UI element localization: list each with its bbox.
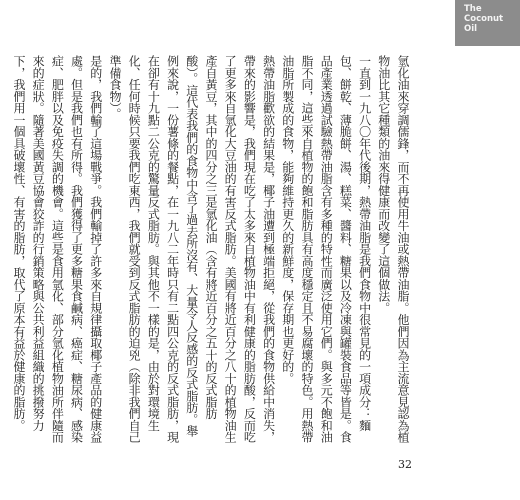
book-title-line: The bbox=[464, 4, 482, 14]
paragraph-2: 一直到一九八〇年代後期，熱帶油脂是我們食物中很常見的一項成分：麵包、餅乾、薄脆餅、湯、糕菜、醬料、糖果以及冷凍與罐裝食品等皆是。食品產業透過試驗熱帶油脂含有多種的特性而廣泛使用它們。與多元不飽和油脂不同，這些來自植物的飽和脂肪具有高度穩定且不易腐壞的特色。用熱帶油脂所製成的食物，能夠維持更久的新鮮度，保存期也更好的。 bbox=[280, 55, 372, 443]
paragraph-4: 是的，我們輸了這場戰爭。我們輸掉了許多來自規律攝取椰子產品的健康益處。但是我們也有所得。我們獲得了更多糖果食鹹病、癌症、糖尿病、感染症、肥胖以及免疫失調的機會。這些是食用氫化、部分氫化植物油所伴隨而來的症狀。隨著美國黃豆協會狡詐的行銷策略與公共利益組織的挑撥努力下，我們用一個具破壞性、有害的脂肪，取代了原本有益於健康的脂肪。 bbox=[11, 55, 103, 443]
page-number: 32 bbox=[398, 458, 412, 471]
book-title-line: Coconut bbox=[464, 14, 504, 24]
book-title-tab bbox=[455, 0, 520, 46]
paragraph-3: 熱帶油脂歡欲的結果是，椰子油遭到極端拒絕，從我們的食物供給中消失，帶來的影響是，我們現在吃了太多來自植物油中有利健康的脂肪酸，反而吃了更多來自氫化大豆油的有害反式脂肪。美國有將近百分之八十的植物油生產自黃豆，其中的四分之三是氫化油（含有將近百分之五十的反式脂肪酸）。這代表我們的食物中含了過去所沒有、大量令人反感的反式脂肪。舉例來說，一份薯條的餐點，在一九八二年時只有二點四公克的反式脂肪，現在卻有十九點二公克的驚量反式脂肪。與其他不一樣的是，由於對環境生化、任何時候只要我們吃東西，我們就受到反式脂肪的迫兇（除非我們自己準備食物）。 bbox=[107, 55, 276, 443]
paragraph-1: 氫化油來穿調儒鋒，而不再使用牛油或熱帶油脂。他們因為主流意見認為植物油比其它種類的油來得健康而改變了這個做法。 bbox=[376, 55, 410, 443]
body-text bbox=[11, 55, 412, 445]
book-title-line: Oil bbox=[464, 24, 478, 34]
